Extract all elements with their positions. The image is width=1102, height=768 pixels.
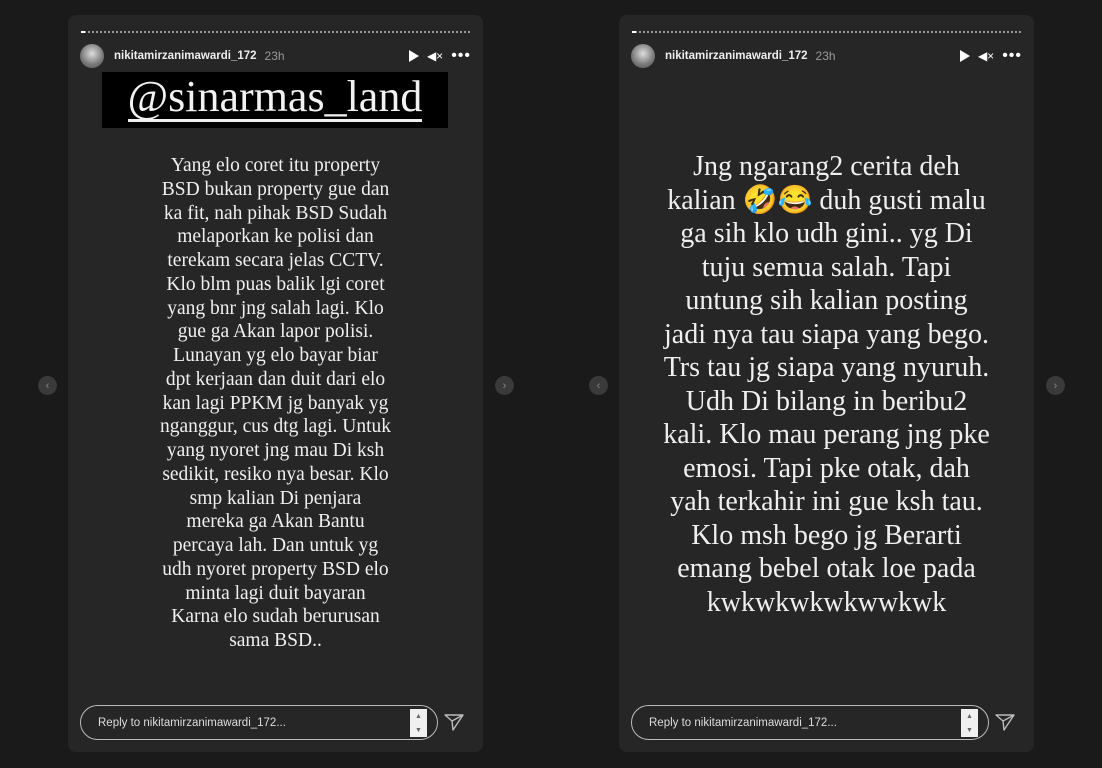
avatar[interactable] xyxy=(80,44,104,68)
progress-bar xyxy=(81,31,470,33)
story-text: Yang elo coret itu property BSD bukan property gue dan ka fit, nah pihak BSD Sudah melaporkan ke polisi dan terekam secara jelas CCTV. Klo blm puas balik lgi coret yang bnr jng salah lagi. Klo gue ga Akan lapor polisi. Lunayan yg elo bayar biar dpt kerjaan dan duit dari elo kan lagi PPKM jg banyak yg nganggur, cus dtg lagi. Untuk yang nyoret jng mau Di ksh sedikit, resiko nya besar. Klo smp kalian Di penjara mereka ga Akan Bantu percaya lah. Dan untuk yg udh nyoret property BSD elo minta lagi duit bayaran Karna elo sudah berurusan sama BSD.. xyxy=(159,155,392,651)
scroll-spinner[interactable] xyxy=(410,709,427,737)
arrow-up-icon[interactable]: ▲ xyxy=(966,712,973,720)
play-icon[interactable] xyxy=(409,50,419,62)
mute-icon[interactable]: ◀× xyxy=(426,49,444,63)
next-story-button[interactable]: › xyxy=(495,376,514,395)
send-icon[interactable] xyxy=(995,712,1015,732)
reply-placeholder: Reply to nikitamirzanimawardi_172... xyxy=(98,716,286,729)
story-text: Jng ngarang2 cerita deh kalian 🤣😂 duh gusti malu ga sih klo udh gini.. yg Di tuju semua salah. Tapi untung sih kalian posting jadi nya tau siapa yang bego. Trs tau jg siapa yang nyuruh. Udh Di bilang in beribu2 kali. Klo mau perang jng pke emosi. Tapi pke otak, dah yah terkahir ini gue ksh tau. Klo msh bego jg Berarti emang bebel otak loe pada kwkwkwkwkwwkwk xyxy=(663,151,990,618)
avatar[interactable] xyxy=(631,44,655,68)
mention-sticker[interactable]: @sinarmas_land xyxy=(102,72,448,128)
reply-input[interactable] xyxy=(631,705,989,740)
progress-bar xyxy=(632,31,1021,33)
username[interactable]: nikitamirzanimawardi_172 xyxy=(665,50,808,62)
prev-story-button[interactable]: ‹ xyxy=(38,376,57,395)
arrow-down-icon[interactable]: ▼ xyxy=(415,726,422,734)
more-options-icon[interactable]: ••• xyxy=(1002,47,1022,64)
story-panel xyxy=(619,15,1034,752)
mute-icon[interactable]: ◀× xyxy=(977,49,995,63)
reply-input[interactable] xyxy=(80,705,438,740)
story-header xyxy=(80,44,471,68)
story-panel xyxy=(68,15,483,752)
send-icon[interactable] xyxy=(444,712,464,732)
more-options-icon[interactable]: ••• xyxy=(451,47,471,64)
arrow-up-icon[interactable]: ▲ xyxy=(415,712,422,720)
arrow-down-icon[interactable]: ▼ xyxy=(966,726,973,734)
next-story-button[interactable]: › xyxy=(1046,376,1065,395)
prev-story-button[interactable]: ‹ xyxy=(589,376,608,395)
scroll-spinner[interactable] xyxy=(961,709,978,737)
timestamp: 23h xyxy=(815,49,836,63)
timestamp: 23h xyxy=(264,49,285,63)
play-icon[interactable] xyxy=(960,50,970,62)
username[interactable]: nikitamirzanimawardi_172 xyxy=(114,50,257,62)
reply-placeholder: Reply to nikitamirzanimawardi_172... xyxy=(649,716,837,729)
story-header xyxy=(631,44,1022,68)
